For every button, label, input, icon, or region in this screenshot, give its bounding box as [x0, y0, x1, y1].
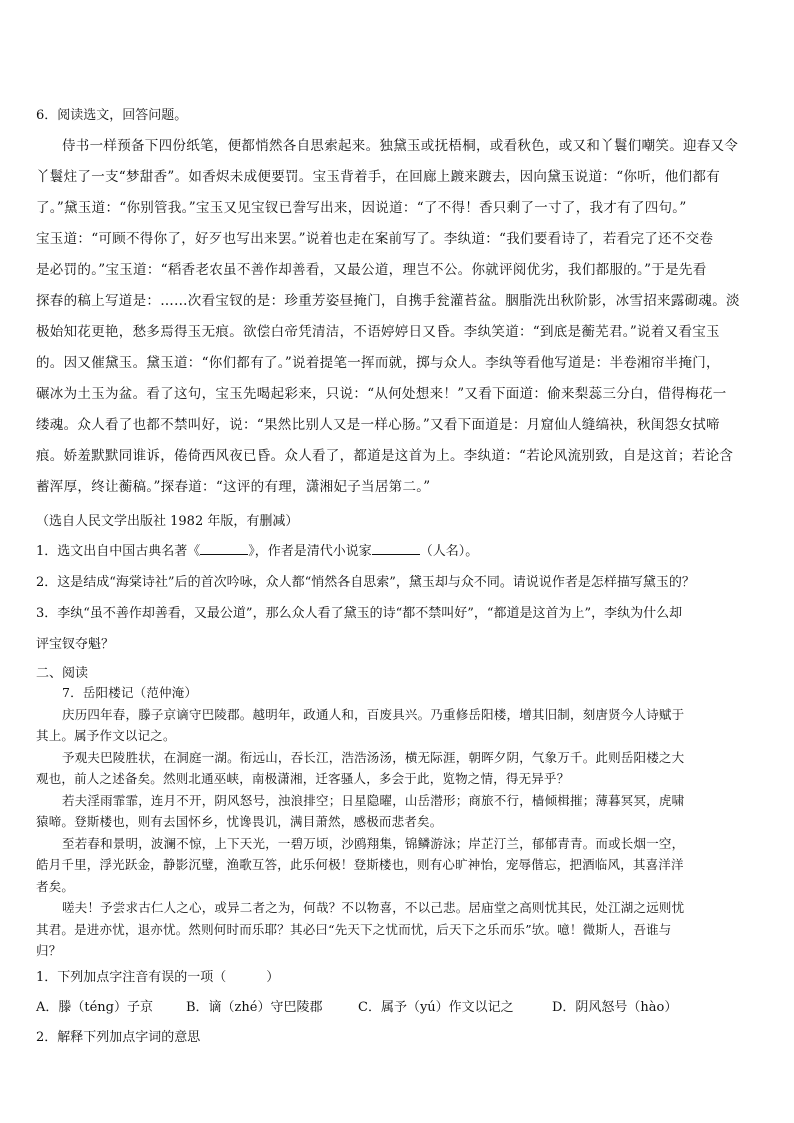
- q7-title: 7．岳阳楼记（范仲淹）: [62, 685, 198, 700]
- q7-passage-line: 至若春和景明，波澜不惊，上下天光，一碧万顷，沙鸥翔集，锦鳞游泳；岸芷汀兰，郁郁青青。而或长烟一空，: [62, 836, 685, 851]
- q7-option-c: C．属予（yú）作文以记之: [358, 1000, 514, 1015]
- q6-sub3-line2: 评宝钗夺魁？: [36, 637, 115, 652]
- q6-passage-line: 碾冰为土玉为盆。看了这句，宝玉先喝起彩来，只说：“从何处想来！”又看下面道：偷来梨蕊三分白，借得梅花一: [36, 386, 727, 402]
- q7-sub2: 2．解释下列加点字词的意思: [36, 1030, 201, 1045]
- section-heading: 二、阅读: [36, 666, 89, 681]
- q7-passage-line: 观也，前人之述备矣。然则北通巫峡，南极潇湘，迁客骚人，多会于此，览物之情，得无异乎？: [36, 771, 570, 786]
- q7-passage-line: 嗟夫！予尝求古仁人之心，或异二者之为，何哉？不以物喜，不以己悲。居庙堂之高则忧其民，处江湖之远则忧: [62, 900, 685, 915]
- author-name-blank[interactable]: [372, 542, 420, 555]
- q7-option-a: A．滕（téng）子京: [36, 1000, 154, 1015]
- q7-passage-line: 其上。属予作文以记之。: [36, 728, 176, 743]
- q7-passage-line: 其君。是进亦忧，退亦忧。然则何时而乐耶？其必曰“先天下之忧而忧，后天下之乐而乐”欤。噫！微斯人，吾谁与: [36, 922, 672, 937]
- q6-passage-line: 缕魂。众人看了也都不禁叫好，说：“果然比别人又是一样心肠。”又看下面道是：月窟仙人缝缟袂，秋闺怨女拭啼: [36, 417, 720, 433]
- q7-passage-line: 庆历四年春，滕子京谪守巴陵郡。越明年，政通人和，百废具兴。乃重修岳阳楼，增其旧制，刻唐贤今人诗赋于: [62, 707, 685, 722]
- q6-sub1-text-b: 》，作者是清代小说家: [248, 544, 372, 559]
- q6-passage-line: 探春的稿上写道是：……次看宝钗的是：珍重芳姿昼掩门，自携手瓮灌苔盆。胭脂洗出秋阶影，冰雪招来露砌魂。淡: [36, 293, 740, 309]
- book-title-blank[interactable]: [200, 542, 248, 555]
- q7-option-d: D．阴风怒号（hào）: [552, 1000, 678, 1015]
- q6-passage-line: 宝玉道：“可顾不得你了，好歹也写出来罢。”说着也走在案前写了。李纨道：“我们要看诗了，若看完了还不交卷: [36, 231, 714, 247]
- q7-sub1: [36, 966, 279, 985]
- q7-passage-line: 皓月千里，浮光跃金，静影沉璧，渔歌互答，此乐何极！登斯楼也，则有心旷神怡，宠辱偕忘，把酒临风，其喜洋洋: [36, 857, 684, 872]
- q6-sub1-text-a: 1．选文出自中国古典名著《: [36, 544, 201, 559]
- q6-sub3-line1: 3．李纨“虽不善作却善看，又最公道”，那么众人看了黛玉的诗“都不禁叫好”，“都道是这首为上”，李纨为什么却: [36, 606, 683, 621]
- q7-passage-line: 猿啼。登斯楼也，则有去国怀乡，忧谗畏讥，满目萧然，感极而悲者矣。: [36, 814, 443, 829]
- q6-sub1-text-c: （人名）。: [419, 544, 479, 559]
- q6-sub2: 2．这是结成“海棠诗社”后的首次吟咏，众人都“悄然各自思索”，黛玉却与众不同。请说说作者是怎样描写黛玉的？: [36, 575, 695, 590]
- q6-sub1: [36, 540, 478, 559]
- q7-sub1-close: ）: [266, 970, 280, 985]
- q7-option-b: B．谪（zhé）守巴陵郡: [186, 1000, 323, 1015]
- q6-passage-line: 侍书一样预备下四份纸笔，便都悄然各自思索起来。独黛玉或抚梧桐，或看秋色，或又和丫鬟们嘲笑。迎春又令: [62, 138, 739, 154]
- q7-passage-line: 者矣。: [36, 879, 75, 894]
- q6-passage-line: 极始知花更艳，愁多焉得玉无痕。欲偿白帝凭清洁，不语婷婷日又昏。李纨笑道：“到底是蘅芜君。”说着又看宝玉: [36, 324, 720, 340]
- q7-passage-line: 若夫淫雨霏霏，连月不开，阴风怒号，浊浪排空；日星隐曜，山岳潜形；商旅不行，樯倾楫摧；薄暮冥冥，虎啸: [62, 793, 685, 808]
- q6-passage-line: 的。因又催黛玉。黛玉道：“你们都有了。”说着提笔一挥而就，掷与众人。李纨等看他写道是：半卷湘帘半掩门，: [36, 355, 720, 371]
- q7-passage-line: 归？: [36, 943, 62, 958]
- q7-sub1-text: 1．下列加点字注音有误的一项（: [36, 970, 227, 985]
- q7-passage-line: 予观夫巴陵胜状，在洞庭一湖。衔远山，吞长江，浩浩汤汤，横无际涯，朝晖夕阴，气象万千。此则岳阳楼之大: [62, 750, 685, 765]
- q6-passage-line: 蓄浑厚，终让蘅稿。”探春道：“这评的有理，潇湘妃子当居第二。”: [36, 479, 431, 495]
- q6-source: （选自人民文学出版社 1982 年版，有删减）: [36, 514, 299, 529]
- q6-passage-line: 了。”黛玉道：“你别管我。”宝玉又见宝钗已誊写出来，因说道：“了不得！香只剩了一寸了，我才有了四句。”: [36, 200, 687, 216]
- q6-title: 6．阅读选文，回答问题。: [36, 108, 188, 123]
- q6-passage-line: 痕。娇羞默默同谁诉，倦倚西风夜已昏。众人看了，都道是这首为上。李纨道：“若论风流别致，自是这首；若论含: [36, 448, 734, 464]
- q6-passage-line: 是必罚的。”宝玉道：“稻香老农虽不善作却善看，又最公道，理岂不公。你就评阅优劣，我们都服的。”于是先看: [36, 262, 707, 278]
- q6-passage-line: 丫鬟炷了一支“梦甜香”。如香烬未成便要罚。宝玉背着手，在回廊上踱来踱去，因向黛玉说道：“你听，他们都有: [36, 169, 721, 185]
